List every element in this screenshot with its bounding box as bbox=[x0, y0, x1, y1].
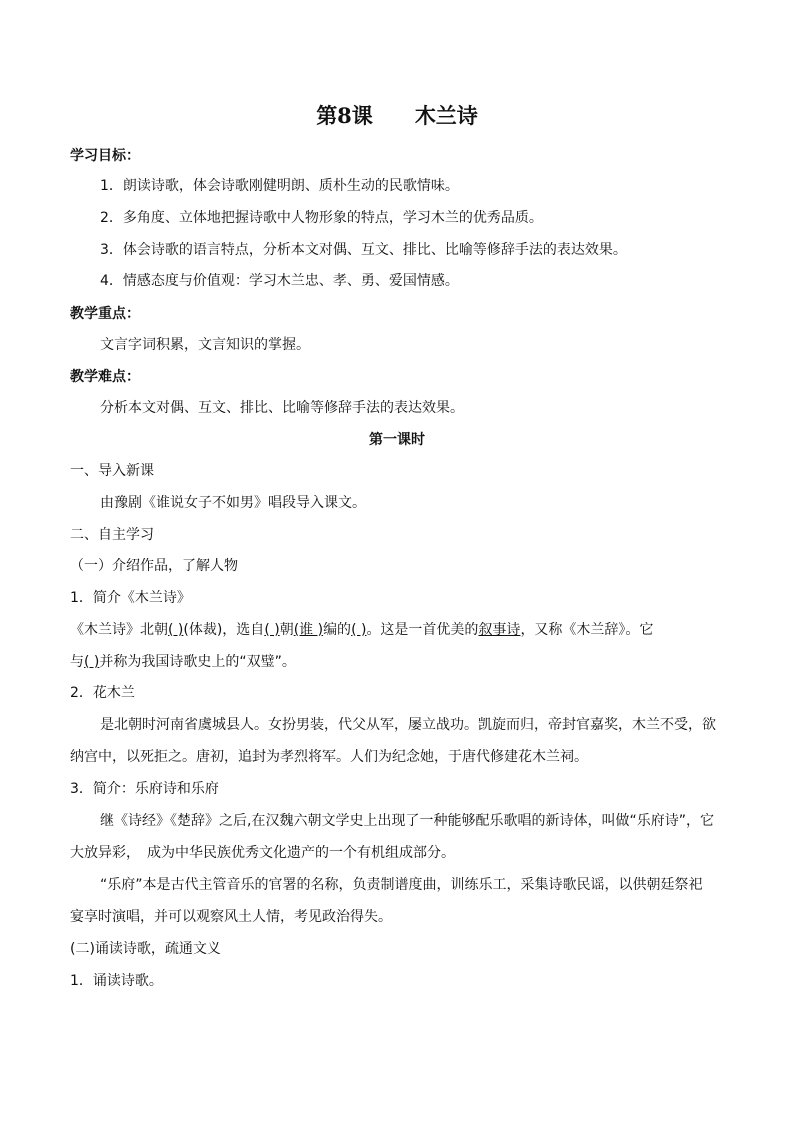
objective-item-2: 2．多角度、立体地把握诗歌中人物形象的特点，学习木兰的优秀品质。 bbox=[100, 210, 543, 226]
intro-heading: 1．简介《木兰诗》 bbox=[70, 590, 191, 606]
key-points-heading: 教学重点： bbox=[70, 306, 140, 322]
period-title: 第一课时 bbox=[369, 432, 425, 448]
yuefu-heading: 3．简介：乐府诗和乐府 bbox=[70, 781, 219, 797]
narrative-poem: 叙事诗 bbox=[478, 622, 521, 638]
yuefu-text-line3: “乐府”本是古代主管音乐的官署的名称，负责制谱度曲，训练乐工，采集诗歌民谣，以供朝廷祭祀 bbox=[100, 877, 703, 893]
objective-item-3: 3．体会诗歌的语言特点，分析本文对偶、互文、排比、比喻等修辞手法的表达效果。 bbox=[100, 242, 627, 258]
section1-text: 由豫剧《谁说女子不如男》唱段导入课文。 bbox=[100, 495, 366, 511]
section1-heading: 一、导入新课 bbox=[70, 463, 154, 479]
blank-genre: ( ) bbox=[168, 622, 184, 638]
blank-dynasty: ( ) bbox=[264, 622, 280, 638]
subsection1-heading: （一）介绍作品，了解人物 bbox=[70, 558, 238, 574]
difficulties-text: 分析本文对偶、互文、排比、比喻等修辞手法的表达效果。 bbox=[100, 400, 464, 416]
yuefu-text-line1: 继《诗经》《楚辞》之后,在汉魏六朝文学史上出现了一种能够配乐歌唱的新诗体，叫做“乐府诗”，它 bbox=[100, 813, 714, 829]
difficulties-heading: 教学难点： bbox=[70, 369, 140, 385]
mulan-text-line1: 是北朝时河南省虞城县人。女扮男装，代父从军，屡立战功。凯旋而归，帝封官嘉奖，木兰不受，欲 bbox=[100, 717, 716, 733]
blank-pair-poem: ( ) bbox=[84, 654, 100, 670]
intro-paragraph-line1: 《木兰诗》北朝( )(体裁)，选自( )朝(谁 )编的( )。这是一首优美的叙事诗，又称《木兰辞》。它 bbox=[70, 622, 654, 638]
objective-item-4: 4．情感态度与价值观：学习木兰忠、孝、勇、爱国情感。 bbox=[100, 273, 459, 289]
lesson-name: 木兰诗 bbox=[414, 103, 478, 128]
mulan-heading: 2．花木兰 bbox=[70, 685, 135, 701]
key-points-text: 文言字词积累，文言知识的掌握。 bbox=[100, 337, 310, 353]
section2-heading: 二、自主学习 bbox=[70, 527, 154, 543]
blank-collection: ( ) bbox=[351, 622, 367, 638]
objectives-heading: 学习目标： bbox=[70, 148, 140, 164]
subsection2-heading: (二)诵读诗歌，疏通文义 bbox=[70, 941, 221, 957]
objective-item-1: 1．朗读诗歌，体会诗歌刚健明朗、质朴生动的民歌情味。 bbox=[100, 178, 459, 194]
yuefu-text-line2: 大放异彩， 成为中华民族优秀文化遗产的一个有机组成部分。 bbox=[70, 845, 455, 861]
intro-paragraph-line2: 与( )并称为我国诗歌史上的“双璧”。 bbox=[70, 654, 296, 670]
mulan-text-line2: 纳宫中，以死拒之。唐初，追封为孝烈将军。人们为纪念她，于唐代修建花木兰祠。 bbox=[70, 749, 588, 765]
yuefu-text-line4: 宴享时演唱，并可以观察风土人情，考见政治得失。 bbox=[70, 909, 392, 925]
lesson-number: 第8课 bbox=[316, 103, 373, 128]
recite-item: 1．诵读诗歌。 bbox=[70, 973, 163, 989]
page-title bbox=[0, 102, 794, 130]
blank-editor: (谁 ) bbox=[293, 622, 324, 638]
